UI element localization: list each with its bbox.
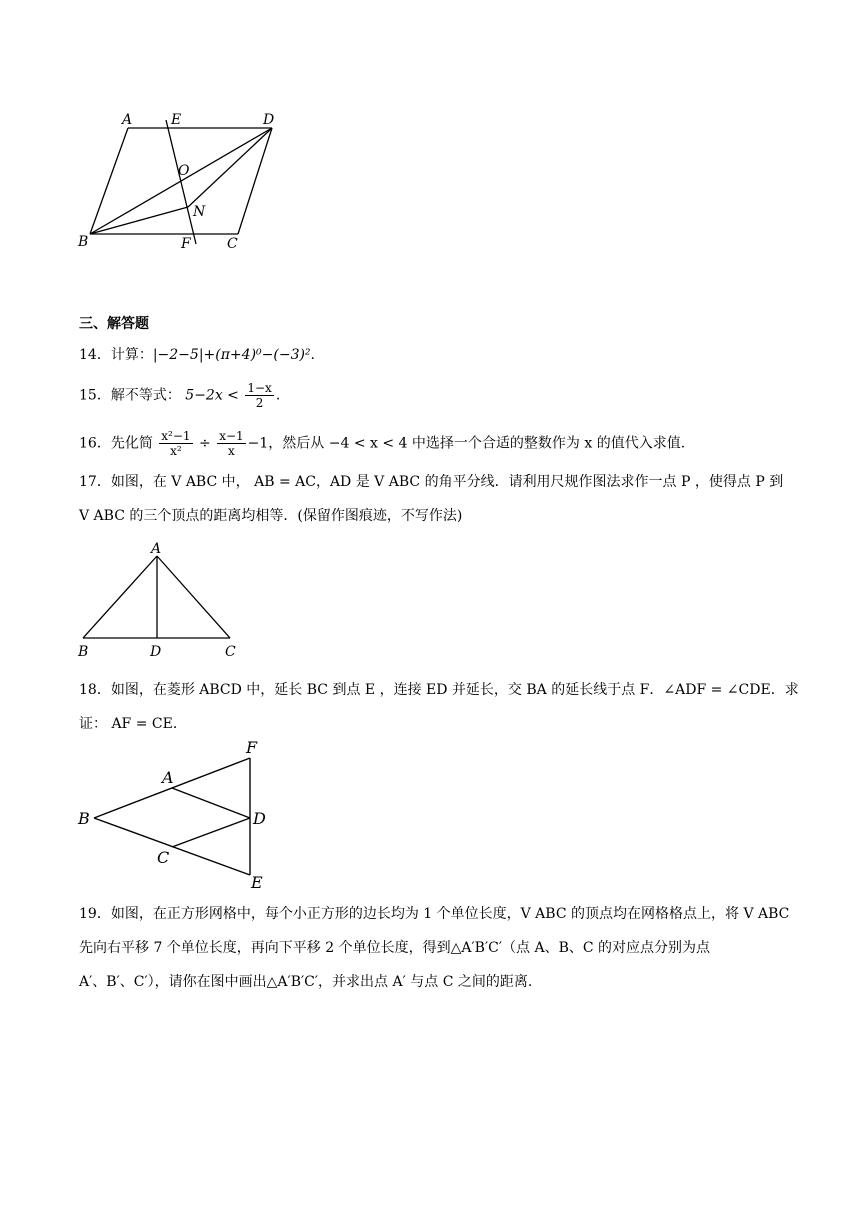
q16-f1-den: x² (170, 444, 182, 458)
label-f: F (181, 236, 191, 252)
q16-f2-den: x (228, 444, 235, 458)
q16-tail: −1，然后从 −4 < x < 4 中选择一个合适的整数作为 x 的值代入求值. (247, 435, 686, 452)
label-d: D (253, 809, 266, 828)
question-17-line-2: V ABC 的三个顶点的距离均相等．(保留作图痕迹，不写作法) (79, 508, 463, 524)
question-19-line-3: A′、B′、C′），请你在图中画出△A′B′C′，并求出点 A′ 与点 C 之间的距离. (79, 974, 533, 990)
question-19-line-1: 19．如图，在正方形网格中，每个小正方形的边长均为 1 个单位长度，V ABC 的顶点均在网格格点上，将 V ABC (79, 906, 790, 922)
triangle-figure (70, 538, 250, 663)
segment-ef (166, 120, 196, 244)
q16-divide: ÷ (199, 435, 211, 452)
q15-lhs: 5−2x < (185, 387, 239, 404)
question-18-line-2: 证： AF = CE． (79, 716, 187, 732)
q16-lead: 先化简 (110, 435, 153, 452)
q15-lead: 解不等式： (110, 387, 181, 404)
q14-expression: |−2−5|+(π+4)⁰−(−3)² (152, 347, 311, 363)
label-e: E (171, 112, 182, 128)
label-b: B (78, 234, 89, 250)
q16-fraction-1 (159, 429, 192, 458)
question-16 (79, 429, 685, 458)
question-19-line-2: 先向右平移 7 个单位长度，再向下平移 2 个单位长度，得到△A′B′C′（点 A、B、C 的对应点分别为点 (79, 940, 711, 956)
question-15 (79, 381, 280, 410)
parallelogram-figure (70, 105, 310, 255)
rhombus-figure (70, 735, 280, 893)
q15-frac-den: 2 (255, 396, 264, 410)
label-a: A (162, 768, 174, 787)
label-a: A (122, 112, 133, 128)
section-title: 三、解答题 (79, 316, 149, 332)
segment-bn (90, 207, 188, 234)
q15-number: 15． (79, 387, 111, 404)
label-b: B (78, 644, 89, 660)
label-f: F (246, 738, 258, 757)
q16-number: 16． (79, 435, 111, 452)
label-e: E (251, 873, 263, 892)
label-b: B (78, 809, 90, 828)
label-d: D (150, 644, 162, 660)
label-c: C (225, 644, 236, 660)
label-n: N (193, 204, 206, 220)
question-17-line-1: 17．如图，在 V ABC 中， AB = AC，AD 是 V ABC 的角平分线．请利用尺规作图法求作一点 P ，使得点 P 到 (79, 474, 784, 490)
q15-frac-num: 1−x (247, 381, 272, 395)
q15-end: . (275, 387, 281, 404)
segment-cd (172, 818, 250, 847)
label-c: C (157, 848, 170, 867)
q14-number: 14． (79, 347, 111, 363)
side-ba (90, 128, 128, 234)
q14-lead: 计算： (110, 347, 153, 363)
side-ac (157, 556, 230, 638)
question-18-line-1: 18．如图，在菱形 ABCD 中，延长 BC 到点 E ，连接 ED 并延长，交 BA 的延长线于点 F．∠ADF = ∠CDE．求 (79, 682, 799, 698)
label-c: C (227, 236, 238, 252)
q16-f1-num: x²−1 (161, 429, 191, 443)
q14-end: . (310, 347, 315, 363)
label-a: A (151, 541, 162, 557)
label-o: O (178, 163, 190, 179)
q15-fraction (245, 381, 273, 410)
segment-ad (172, 788, 250, 818)
q16-fraction-2 (217, 429, 245, 458)
question-14 (79, 344, 315, 364)
label-d: D (263, 112, 275, 128)
side-ab (83, 556, 157, 638)
q16-f2-num: x−1 (219, 429, 244, 443)
